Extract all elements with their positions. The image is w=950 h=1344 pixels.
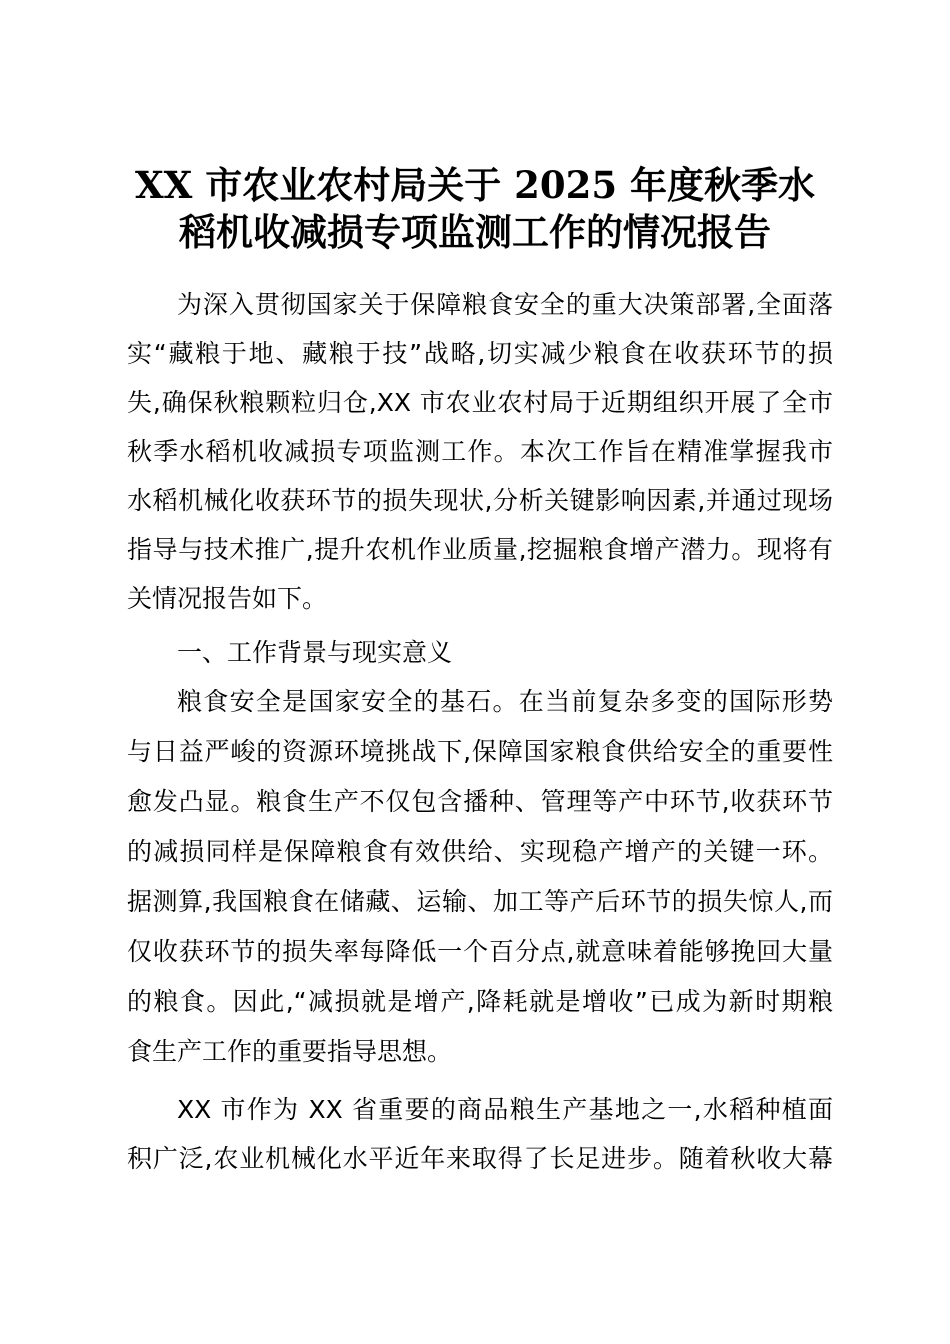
paragraph-line: 失,确保秋粮颗粒归仓,XX 市农业农村局于近期组织开展了全市: [127, 388, 833, 417]
document-title-line-1: XX 市农业农村局关于 2025 年度秋季水: [134, 163, 816, 207]
paragraph-line: 为深入贯彻国家关于保障粮食安全的重大决策部署,全面落: [177, 290, 833, 319]
paragraph-line: 指导与技术推广,提升农机作业质量,挖掘粮食增产潜力。现将有: [127, 535, 833, 564]
paragraph-line: 愈发凸显。粮食生产不仅包含播种、管理等产中环节,收获环节: [127, 787, 833, 816]
paragraph-line: 积广泛,农业机械化水平近年来取得了长足进步。随着秋收大幕: [127, 1144, 833, 1173]
paragraph-line: 仅收获环节的损失率每降低一个百分点,就意味着能够挽回大量: [127, 937, 833, 966]
paragraph-line: 与日益严峻的资源环境挑战下,保障国家粮食供给安全的重要性: [127, 737, 833, 766]
paragraph-line: 食生产工作的重要指导思想。: [127, 1037, 453, 1066]
paragraph-line: 秋季水稻机收减损专项监测工作。本次工作旨在精准掌握我市: [127, 437, 833, 466]
section-heading: 一、工作背景与现实意义: [177, 638, 453, 667]
paragraph-line: 据测算,我国粮食在储藏、运输、加工等产后环节的损失惊人,而: [127, 887, 833, 916]
paragraph-line: XX 市作为 XX 省重要的商品粮生产基地之一,水稻种植面: [177, 1095, 833, 1124]
paragraph-line: 粮食安全是国家安全的基石。在当前复杂多变的国际形势: [177, 687, 833, 716]
paragraph-line: 水稻机械化收获环节的损失现状,分析关键影响因素,并通过现场: [127, 486, 833, 515]
document-title-line-2: 稻机收减损专项监测工作的情况报告: [179, 210, 771, 254]
paragraph-line: 的减损同样是保障粮食有效供给、实现稳产增产的关键一环。: [127, 837, 833, 866]
paragraph-line: 的粮食。因此,“减损就是增产,降耗就是增收”已成为新时期粮: [127, 987, 833, 1016]
paragraph-line: 关情况报告如下。: [127, 584, 328, 613]
paragraph-line: 实“藏粮于地、藏粮于技”战略,切实减少粮食在收获环节的损: [127, 339, 833, 368]
